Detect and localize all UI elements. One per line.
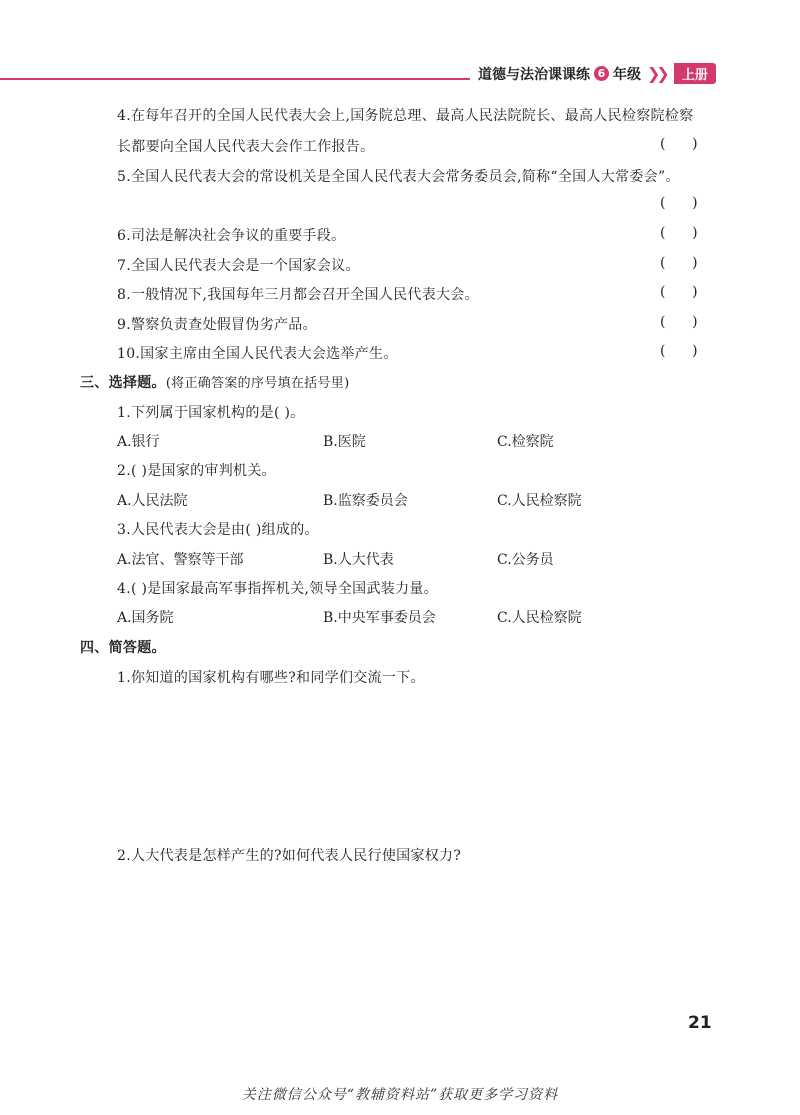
choice-q2-stem: 2.( )是国家的审判机关。 (117, 463, 276, 479)
short-answer-q1: 1.你知道的国家机构有哪些?和同学们交流一下。 (117, 670, 425, 686)
section-3-instruction: (将正确答案的序号填在括号里) (165, 376, 350, 391)
book-title (478, 63, 716, 84)
section-4-heading: 四、简答题。 (80, 640, 166, 656)
choice-q4-option-b[interactable]: B.中央军事委员会 (323, 610, 436, 626)
answer-paren-8[interactable]: ( ) (660, 284, 698, 300)
answer-paren-10[interactable]: ( ) (660, 343, 698, 359)
page-number: 21 (688, 1013, 712, 1033)
choice-q1-option-c[interactable]: C.检察院 (497, 434, 554, 450)
page-header (0, 60, 732, 86)
volume-tag: 上册 (674, 63, 716, 84)
choice-q2-option-c[interactable]: C.人民检察院 (497, 493, 582, 509)
choice-q2-option-a[interactable]: A.人民法院 (117, 493, 188, 509)
choice-q1-option-a[interactable]: A.银行 (117, 434, 160, 450)
answer-paren-7[interactable]: ( ) (660, 255, 698, 271)
grade-number-badge: 6 (594, 66, 609, 81)
choice-q3-option-c[interactable]: C.公务员 (497, 552, 554, 568)
judgment-item-8: 8.一般情况下,我国每年三月都会召开全国人民代表大会。 (117, 287, 479, 303)
judgment-item-9: 9.警察负责查处假冒伪劣产品。 (117, 317, 317, 333)
answer-paren-5[interactable]: ( ) (660, 195, 698, 211)
judgment-item-10: 10.国家主席由全国人民代表大会选举产生。 (117, 346, 398, 362)
answer-paren-4[interactable]: ( ) (660, 136, 698, 152)
choice-q1-stem: 1.下列属于国家机构的是( )。 (117, 405, 305, 421)
answer-paren-9[interactable]: ( ) (660, 314, 698, 330)
judgment-item-5: 5.全国人民代表大会的常设机关是全国人民代表大会常务委员会,简称“全国人大常委会”。 (117, 169, 680, 185)
grade-suffix: 年级 (613, 66, 641, 83)
short-answer-q2: 2.人大代表是怎样产生的?如何代表人民行使国家权力? (117, 848, 462, 864)
judgment-item-6: 6.司法是解决社会争议的重要手段。 (117, 228, 346, 244)
footer-note: 关注微信公众号“教辅资料站”获取更多学习资料 (241, 1087, 559, 1103)
choice-q4-stem: 4.( )是国家最高军事指挥机关,领导全国武装力量。 (117, 581, 438, 597)
double-chevron-icon: ❯❯ (647, 64, 666, 83)
section-3-title (80, 372, 349, 392)
answer-paren-6[interactable]: ( ) (660, 225, 698, 241)
choice-q3-stem: 3.人民代表大会是由( )组成的。 (117, 522, 319, 538)
book-title-text: 道德与法治课课练 (478, 66, 590, 83)
choice-q1-option-b[interactable]: B.医院 (323, 434, 366, 450)
judgment-item-4-line2: 长都要向全国人民代表大会作工作报告。 (117, 139, 375, 155)
choice-q4-option-c[interactable]: C.人民检察院 (497, 610, 582, 626)
choice-q3-option-a[interactable]: A.法官、警察等干部 (117, 552, 244, 568)
choice-q2-option-b[interactable]: B.监察委员会 (323, 493, 408, 509)
choice-q3-option-b[interactable]: B.人大代表 (323, 552, 394, 568)
choice-q4-option-a[interactable]: A.国务院 (117, 610, 174, 626)
judgment-item-4-line1: 4.在每年召开的全国人民代表大会上,国务院总理、最高人民法院院长、最高人民检察院检察 (117, 108, 694, 124)
header-rule (0, 78, 470, 80)
judgment-item-7: 7.全国人民代表大会是一个国家会议。 (117, 258, 360, 274)
section-3-heading: 三、选择题。 (80, 375, 166, 391)
